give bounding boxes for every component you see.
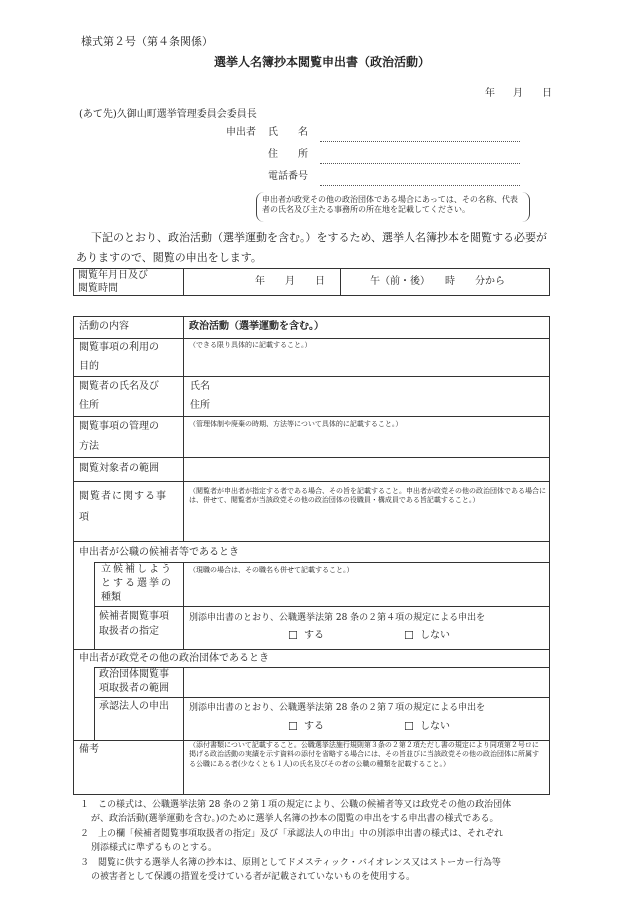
approved-option-no-label: しない [420,721,450,732]
election-label-3: 種類 [101,592,121,603]
applicant-note: 申出者が政党その他の政治団体である場合にあっては、その名称、代表者の氏名及び主たる事務所の所在地を記載してください。 [262,195,518,215]
handler-option-no-label: しない [420,630,450,641]
handler-option-yes-label: する [304,630,324,641]
form-title: 選挙人名簿抄本閲覧申出書（政治活動） [214,55,431,69]
checkbox-icon: ☐ [404,629,414,642]
date-month-label: 月 [513,88,523,99]
matters-label-2: 項 [79,512,89,523]
scope-label: 閲覧対象者の範囲 [79,463,159,474]
activity-label: 活動の内容 [79,321,129,332]
viewer-address-label: 住所 [190,400,210,411]
footnote-1-line-2: が、政治活動(選挙運動を含む。)のために選挙人名簿の抄本の閲覧の申出をする申出書の様式である。 [91,814,499,824]
footnote-1-line-1: １ この様式は、公職選挙法第 28 条の２第１項の規定により、公職の候補者等又は政党その他の政治団体 [80,800,512,810]
purpose-field[interactable] [184,352,550,376]
party-section-header: 申出者が政党その他の政治団体であるとき [79,653,269,664]
viewing-datetime-label-1: 閲覧年月日及び [78,270,148,281]
election-label-2: とする選挙の [101,578,173,589]
management-note: （管理体制や廃棄の時期、方法等について具体的に記載すること。） [189,420,403,428]
checkbox-icon: ☐ [288,629,298,642]
remarks-note: （添付書類について記載すること。公職選挙法施行規則第３条の２第２項ただし書の規定により同項第２号ロに掲げる政治活動の実績を示す資料の添付を省略する場合には、その旨並びに当該政党その他の政治団体に所属する公職にある者(少なくとも１人)の氏名及びその者の公職の種類を記載すること。） [189,741,539,768]
approved-label: 承認法人の申出 [99,701,169,712]
handler-label-1: 候補者閲覧事項 [99,611,169,622]
footnote-3-line-2: の被害者として保護の措置を受けている者が記載されていないものを使用する。 [91,872,416,882]
handler-text: 別添申出書のとおり、公職選挙法第 28 条の２第４項の規定による申出を [189,613,486,623]
viewer-label-1: 閲覧者の氏名及び [79,381,159,392]
party-scope-label-2: 項取扱者の範囲 [99,683,169,694]
management-label-2: 方法 [79,441,99,452]
party-scope-field[interactable] [184,668,550,697]
applicant-phone-label: 電話番号 [268,171,308,182]
checkbox-icon: ☐ [404,720,414,733]
applicant-label: 申出者 [226,127,256,138]
scope-field[interactable] [184,458,550,481]
intro-line-1: 下記のとおり、政治活動（選挙運動を含む。）をするため、選挙人名簿抄本を閲覧する必要が [91,231,548,244]
matters-label-1: 閲覧者に関する事 [79,491,167,502]
footnote-2-line-1: ２ 上の欄「候補者閲覧事項取扱者の指定」及び「承認法人の申出」中の別添申出書の様式は、それぞれ [80,829,504,839]
purpose-label-1: 閲覧事項の利用の [79,342,159,353]
applicant-address-label: 住 所 [268,149,308,160]
handler-label-2: 取扱者の指定 [99,626,159,637]
addressee: (あて先)久御山町選挙管理委員会委員長 [79,109,257,120]
form-number: 様式第２号（第４条関係） [81,35,213,48]
approved-option-yes-label: する [304,721,324,732]
candidate-section-header: 申出者が公職の候補者等であるとき [79,547,239,558]
viewing-time-field[interactable]: 午（前・後） 時 分から [370,276,505,287]
activity-value: 政治活動（選挙運動を含む。） [189,321,324,332]
applicant-phone-field[interactable] [320,185,520,186]
party-scope-label-1: 政治団体閲覧事 [99,669,169,680]
viewer-name-label: 氏名 [190,381,210,392]
approved-text: 別添申出書のとおり、公職選挙法第 28 条の２第７項の規定による申出を [189,703,486,713]
management-label-1: 閲覧事項の管理の [79,421,159,432]
remarks-label: 備考 [79,744,99,755]
purpose-label-2: 目的 [79,361,99,372]
footnote-3-line-1: ３ 閲覧に供する選挙人名簿の抄本は、原則としてドメスティック・バイオレンス又はストーカー行為等 [80,858,501,868]
applicant-address-field[interactable] [320,163,520,164]
intro-line-2: ありますので、閲覧の申出をします。 [76,251,262,264]
applicant-name-label: 氏 名 [268,127,308,138]
management-field[interactable] [184,430,550,457]
date-year-label: 年 [485,88,495,99]
checkbox-icon: ☐ [288,720,298,733]
matters-note: （閲覧者が申出者が指定する者である場合、その旨を記載すること。申出者が政党その他の政治団体である場合には、併せて、閲覧者が当該政党その他の政治団体の役職員・構成員である旨記載すること。） [189,487,546,505]
viewer-label-2: 住所 [79,400,99,411]
election-label-1: 立候補しよう [101,564,173,575]
purpose-note: （できる限り具体的に記載すること。） [189,341,312,349]
viewing-datetime-label-2: 閲覧時間 [78,283,118,294]
date-day-label: 日 [542,88,552,99]
election-note: （現職の場合は、その職名も併せて記載すること。） [189,566,354,574]
viewing-date-field[interactable]: 年 月 日 [255,276,325,287]
applicant-name-field[interactable] [320,141,520,142]
footnote-2-line-2: 別添様式に準ずるものとする。 [91,843,218,853]
